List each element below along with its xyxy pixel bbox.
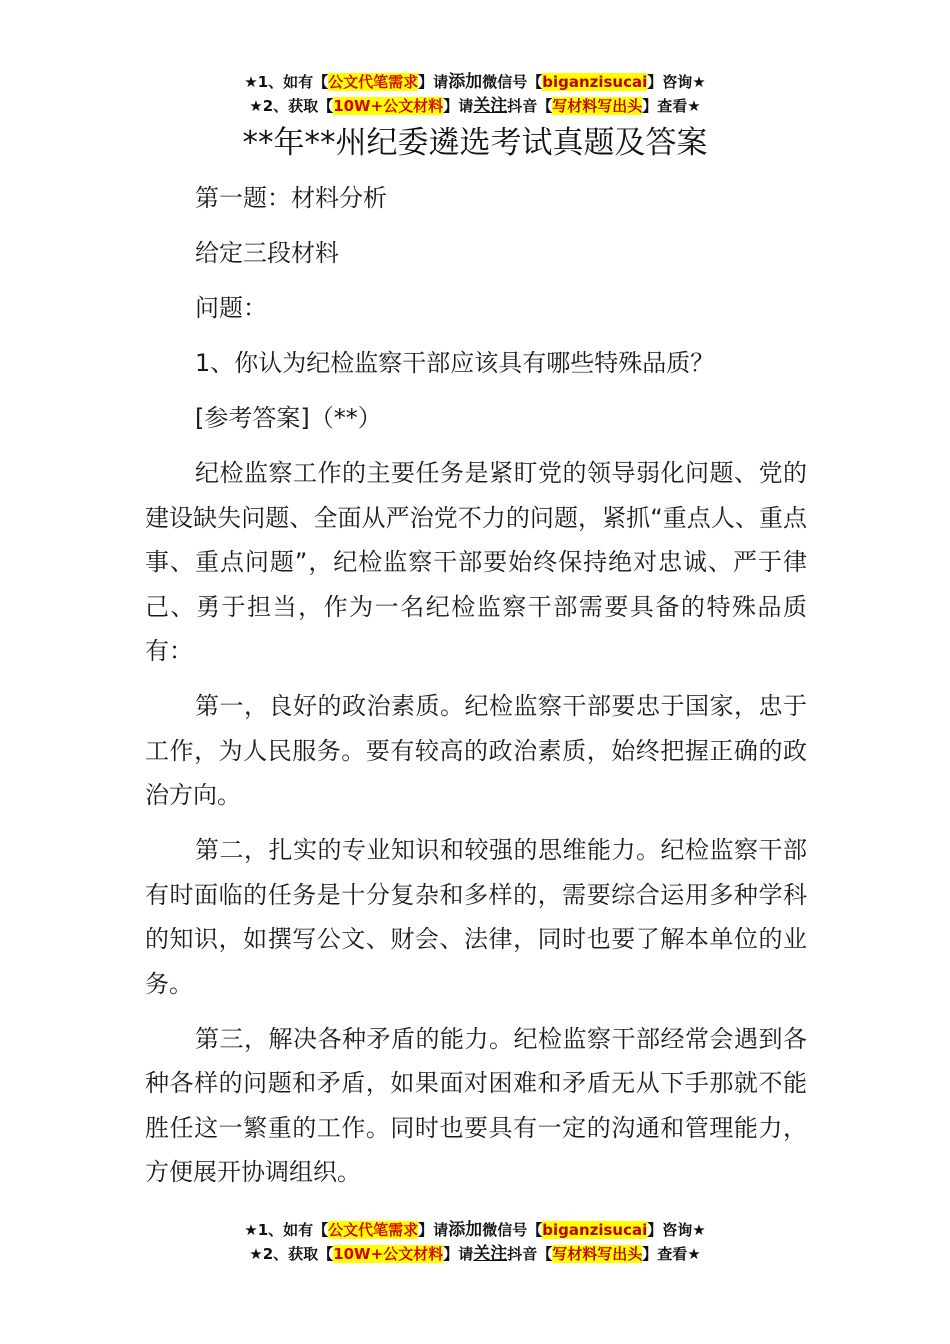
banner-text: 】查看★: [642, 97, 701, 115]
question-label: 问题：: [195, 294, 267, 322]
banner-emphasis: 添加: [448, 72, 483, 92]
answer-paragraph: 纪检监察工作的主要任务是紧盯党的领导弱化问题、党的建设缺失问题、全面从严治党不力的问题，紧抓“重点人、重点事、重点问题”，纪检监察干部要始终保持绝对忠诚、严于律己、勇于担当，作为一名纪检监察干部需要具备的特殊品质有：: [145, 459, 807, 665]
bottom-banner: [0, 1218, 950, 1266]
banner-highlight-service: 公文代笔需求: [328, 73, 419, 91]
banner-text: 】咨询★: [647, 73, 706, 91]
banner-highlight-materials: 10W+公文材料: [333, 1245, 444, 1263]
top-banner: [0, 70, 950, 118]
banner-line-2: [0, 1242, 950, 1266]
banner-line-1: [0, 1218, 950, 1242]
question-text: 1、你认为纪检监察干部应该具有哪些特殊品质？: [195, 349, 715, 377]
banner-highlight-wechat-id: biganzisucai: [542, 73, 648, 91]
banner-highlight-douyin: 写材料写出头: [552, 97, 643, 115]
banner-emphasis: 关注: [473, 96, 508, 116]
question-heading: 第一题：材料分析: [195, 184, 387, 212]
banner-line-2: [0, 94, 950, 118]
banner-text: ★2、获取【: [249, 1245, 334, 1263]
answer-paragraph: 第二，扎实的专业知识和较强的思维能力。纪检监察干部有时面临的任务是十分复杂和多样的，需要综合运用多种学科的知识，如撰写公文、财会、法律，同时也要了解本单位的业务。: [145, 836, 807, 998]
banner-text: 微信号【: [482, 73, 543, 91]
banner-text: 抖音【: [507, 1245, 553, 1263]
material-note: 给定三段材料: [195, 239, 339, 267]
document-body: [145, 176, 807, 1205]
banner-text: 抖音【: [507, 97, 553, 115]
banner-text: 】请: [418, 73, 449, 91]
banner-text: 】查看★: [642, 1245, 701, 1263]
banner-text: 】咨询★: [647, 1221, 706, 1239]
banner-highlight-douyin: 写材料写出头: [552, 1245, 643, 1263]
answer-label: [参考答案]（**）: [195, 404, 382, 432]
banner-emphasis: 关注: [473, 1244, 508, 1264]
banner-text: 】请: [443, 97, 474, 115]
answer-paragraph: 第一，良好的政治素质。纪检监察干部要忠于国家，忠于工作，为人民服务。要有较高的政治素质，始终把握正确的政治方向。: [145, 692, 807, 809]
banner-highlight-materials: 10W+公文材料: [333, 97, 444, 115]
banner-text: 微信号【: [482, 1221, 543, 1239]
banner-highlight-service: 公文代笔需求: [328, 1221, 419, 1239]
banner-line-1: [0, 70, 950, 94]
banner-emphasis: 添加: [448, 1220, 483, 1240]
document-title: **年**州纪委遴选考试真题及答案: [242, 125, 708, 161]
answer-paragraph: 第三，解决各种矛盾的能力。纪检监察干部经常会遇到各种各样的问题和矛盾，如果面对困难和矛盾无从下手那就不能胜任这一繁重的工作。同时也要具有一定的沟通和管理能力，方便展开协调组织。: [145, 1024, 807, 1186]
banner-text: ★2、获取【: [249, 97, 334, 115]
banner-text: 】请: [418, 1221, 449, 1239]
banner-text: 】请: [443, 1245, 474, 1263]
banner-highlight-wechat-id: biganzisucai: [542, 1221, 648, 1239]
banner-text: ★1、如有【: [244, 1221, 329, 1239]
banner-text: ★1、如有【: [244, 73, 329, 91]
